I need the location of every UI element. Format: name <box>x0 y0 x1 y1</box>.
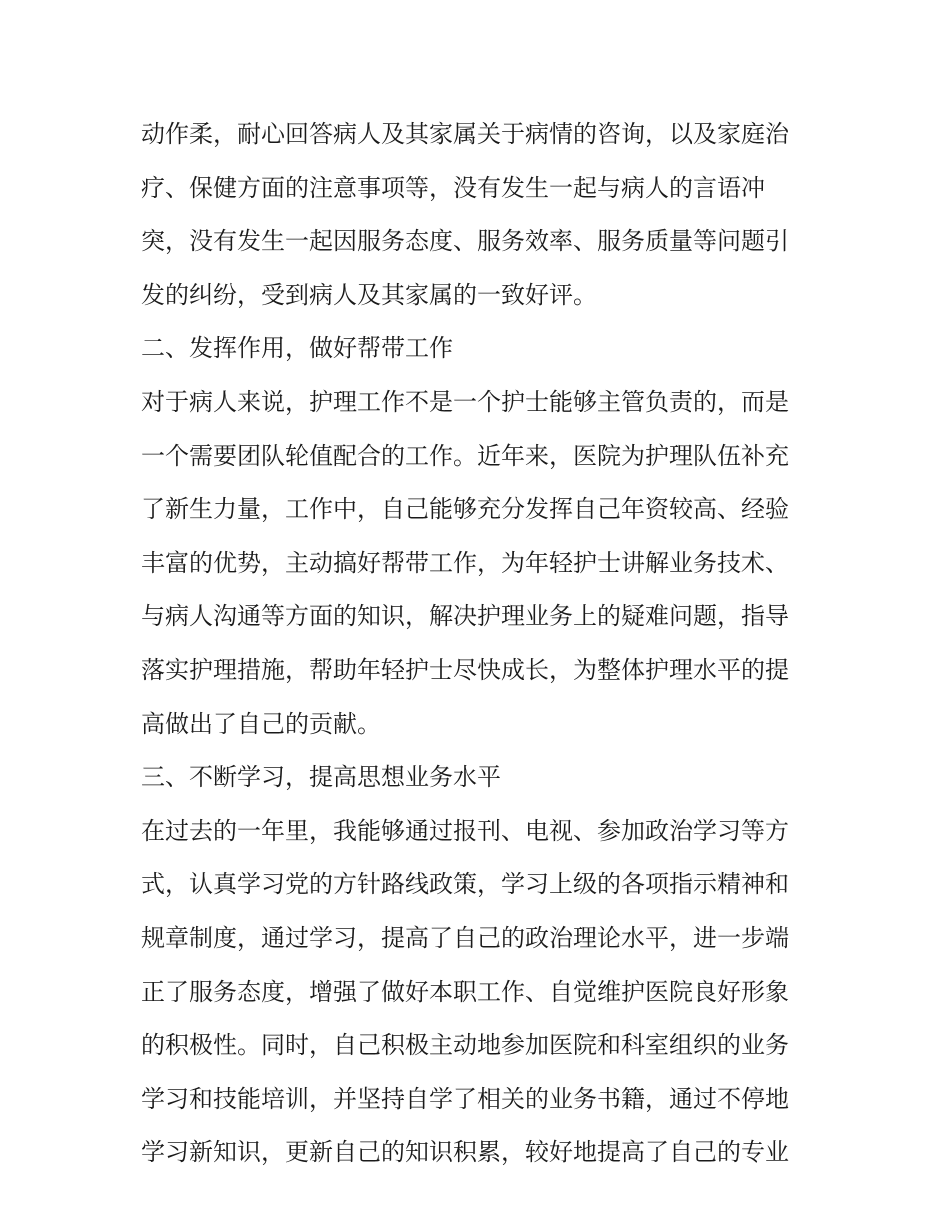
body-line: 式，认真学习党的方针路线政策，学习上级的各项指示精神和 <box>141 870 789 899</box>
body-line: 学习和技能培训，并坚持自学了相关的业务书籍，通过不停地 <box>141 1084 789 1113</box>
body-line: 学习新知识，更新自己的知识积累，较好地提高了自己的专业 <box>141 1138 789 1167</box>
body-line: 突，没有发生一起因服务态度、服务效率、服务质量等问题引 <box>141 227 789 256</box>
document-body <box>141 108 831 1180</box>
body-line: 正了服务态度，增强了做好本职工作、自觉维护医院良好形象 <box>141 977 789 1006</box>
body-line: 动作柔，耐心回答病人及其家属关于病情的咨询，以及家庭治 <box>141 120 789 148</box>
body-line: 的积极性。同时，自己积极主动地参加医院和科室组织的业务 <box>141 1031 789 1060</box>
body-line: 丰富的优势，主动搞好帮带工作，为年轻护士讲解业务技术、 <box>141 548 789 577</box>
section-heading: 二、发挥作用，做好帮带工作 <box>141 334 453 363</box>
body-line: 规章制度，通过学习，提高了自己的政治理论水平，进一步端 <box>141 923 789 952</box>
body-line: 在过去的一年里，我能够通过报刊、电视、参加政治学习等方 <box>141 816 789 845</box>
section-heading: 三、不断学习，提高思想业务水平 <box>141 763 501 792</box>
body-line: 与病人沟通等方面的知识，解决护理业务上的疑难问题，指导 <box>141 602 789 631</box>
body-line: 了新生力量，工作中，自己能够充分发挥自己年资较高、经验 <box>141 495 789 524</box>
body-line: 一个需要团队轮值配合的工作。近年来，医院为护理队伍补充 <box>141 441 789 470</box>
body-line: 对于病人来说，护理工作不是一个护士能够主管负责的，而是 <box>141 387 789 416</box>
body-line: 发的纠纷，受到病人及其家属的一致好评。 <box>141 280 597 309</box>
body-line: 疗、保健方面的注意事项等，没有发生一起与病人的言语冲 <box>141 173 765 202</box>
body-line: 落实护理措施，帮助年轻护士尽快成长，为整体护理水平的提 <box>141 655 789 684</box>
body-line: 高做出了自己的贡献。 <box>141 709 381 738</box>
